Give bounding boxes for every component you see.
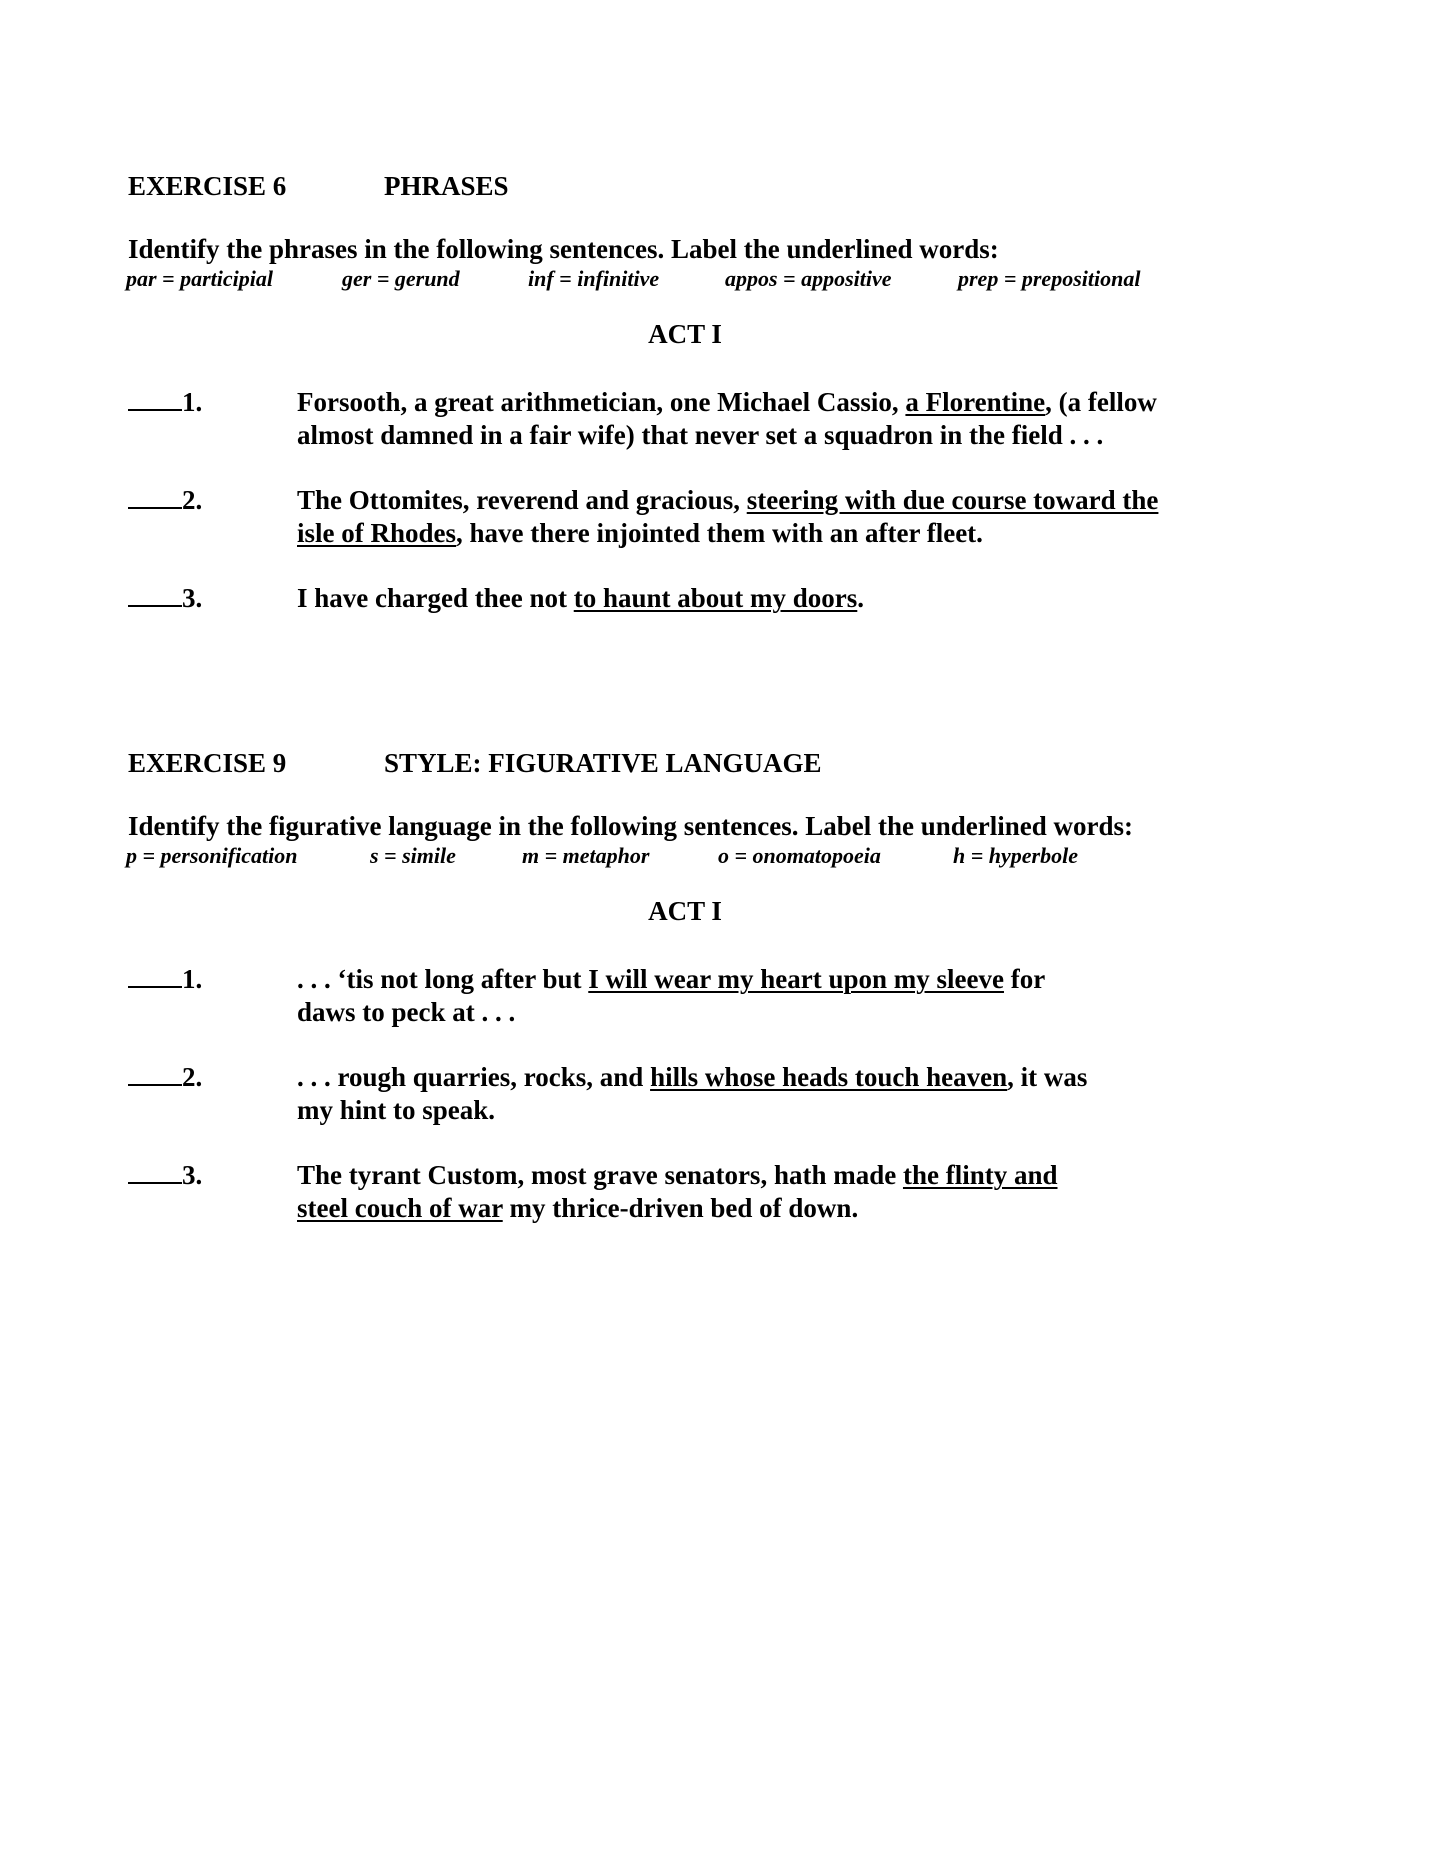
exercise-6-instruction: Identify the phrases in the following sentences. Label the underlined words: [128, 234, 999, 264]
underlined-phrase: to haunt about my doors [573, 583, 858, 613]
legend-item: inf = infinitive [528, 266, 660, 291]
legend-item: s = simile [370, 843, 456, 868]
underlined-phrase: hills whose heads touch heaven [650, 1062, 1008, 1092]
item-sentence: Forsooth, a great arithmetician, one Michael Cassio, a Florentine, (a fellow almost damned in a fair wife) that never set a squadron in the field . . . [297, 387, 1157, 450]
legend-item: ger = gerund [342, 266, 460, 291]
legend-item: prep = prepositional [958, 266, 1141, 291]
exercise-9-instruction: Identify the figurative language in the following sentences. Label the underlined words: [128, 811, 1134, 841]
answer-blank[interactable] [128, 387, 182, 411]
item-sentence: . . . rough quarries, rocks, and hills whose heads touch heaven, it was my hint to speak. [297, 1062, 1088, 1125]
item-number: 1. [128, 386, 202, 419]
legend-item: p = personification [126, 843, 298, 868]
exercise-6-heading [128, 170, 509, 202]
answer-blank[interactable] [128, 1062, 182, 1086]
legend-item: par = participial [126, 266, 273, 291]
underlined-phrase: I will wear my heart upon my sleeve [588, 964, 1004, 994]
item-sentence: I have charged thee not to haunt about my doors. [297, 583, 865, 613]
underlined-phrase: the flinty and [902, 1160, 1058, 1190]
exercise-9-legend [126, 842, 1326, 870]
item-number: 2. [128, 484, 202, 517]
item-number: 3. [128, 1159, 202, 1192]
legend-item: appos = appositive [725, 266, 892, 291]
exercise-6-legend [126, 265, 1326, 293]
exercise-6-act-heading: ACT I [648, 319, 722, 349]
answer-blank[interactable] [128, 485, 182, 509]
item-sentence: The tyrant Custom, most grave senators, hath made the flinty and steel couch of war my thrice-driven bed of down. [297, 1160, 1058, 1223]
item-sentence: . . . ‘tis not long after but I will wear my heart upon my sleeve for daws to peck at . . . [297, 964, 1046, 1027]
underlined-phrase: isle of Rhodes [297, 518, 457, 548]
exercise-6-subtitle: PHRASES [384, 171, 509, 201]
underlined-phrase: a Florentine [905, 387, 1046, 417]
item-number: 3. [128, 582, 202, 615]
exercise-9-act-heading: ACT I [648, 896, 722, 926]
exercise-9-heading [128, 747, 822, 779]
underlined-phrase: steel couch of war [297, 1193, 503, 1223]
item-number: 2. [128, 1061, 202, 1094]
answer-blank[interactable] [128, 583, 182, 607]
underlined-phrase: steering with due course toward the [746, 485, 1159, 515]
answer-blank[interactable] [128, 964, 182, 988]
answer-blank[interactable] [128, 1160, 182, 1184]
item-number: 1. [128, 963, 202, 996]
exercise-6-label: EXERCISE 6 [128, 171, 287, 201]
exercise-9-subtitle: STYLE: FIGURATIVE LANGUAGE [384, 748, 822, 778]
legend-item: h = hyperbole [953, 843, 1078, 868]
exercise-9-label: EXERCISE 9 [128, 748, 287, 778]
legend-item: o = onomatopoeia [718, 843, 881, 868]
item-sentence: The Ottomites, reverend and gracious, steering with due course toward the isle of Rhodes, have there injointed them with an after fleet. [297, 485, 1159, 548]
legend-item: m = metaphor [522, 843, 650, 868]
